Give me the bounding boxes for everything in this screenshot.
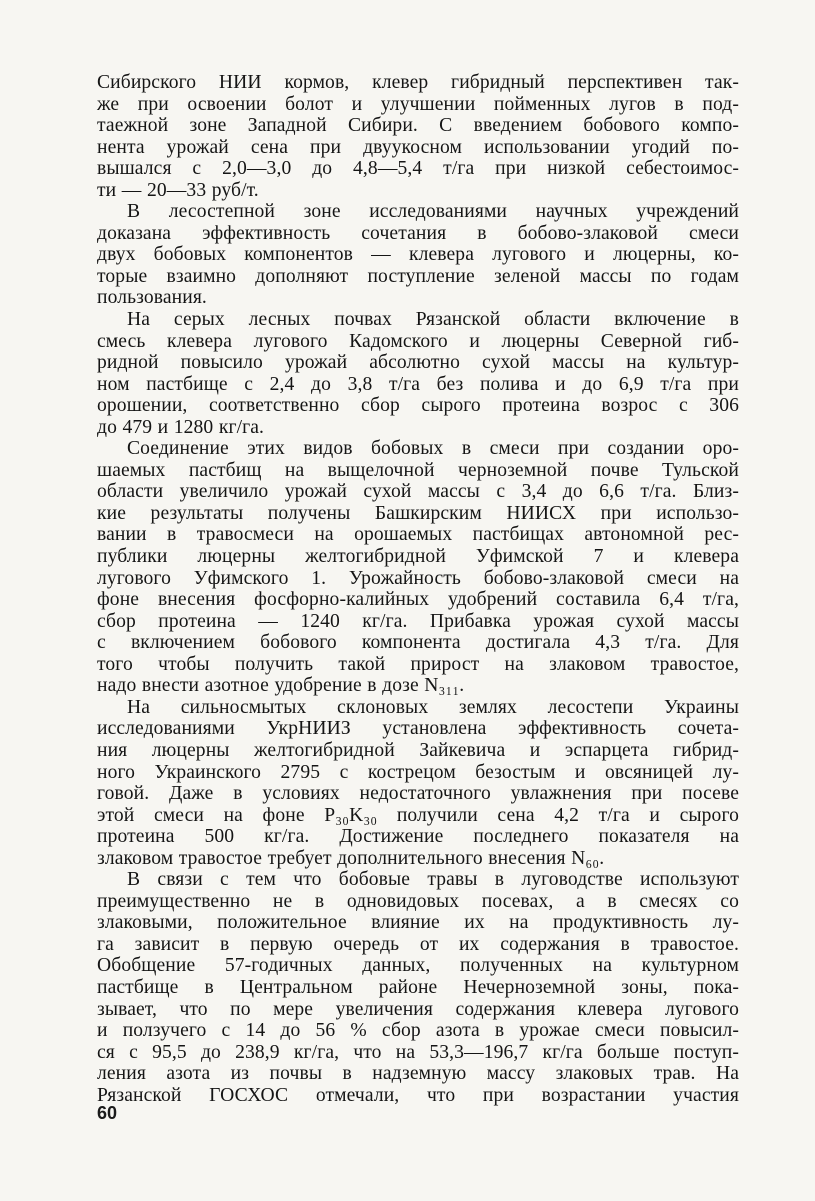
text-line: ном пастбище с 2,4 до 3,8 т/га без полива и до 6,9 т/га при bbox=[97, 373, 739, 395]
text-line: В лесостепной зоне исследованиями научных учреждений bbox=[127, 201, 739, 223]
text-line: преимущественно не в одновидовых посевах, а в смесях со bbox=[97, 890, 739, 912]
paragraph-4 bbox=[97, 438, 739, 697]
text-line: ридной повысило урожай абсолютно сухой массы на культур- bbox=[97, 352, 739, 374]
paragraph-6 bbox=[97, 869, 739, 1106]
text-line: Соединение этих видов бобовых в смеси при создании оро- bbox=[127, 438, 739, 460]
text-line: га зависит в первую очередь от их содержания в травостое. bbox=[97, 933, 739, 955]
paragraph-1 bbox=[97, 72, 739, 201]
text-line: до 479 и 1280 кг/га. bbox=[97, 416, 265, 438]
page-body bbox=[97, 72, 739, 1106]
text-line: ся с 95,5 до 238,9 кг/га, что на 53,3—196,7 кг/га больше поступ- bbox=[97, 1041, 739, 1063]
text-line: пастбище в Центральном районе Нечерноземной зоны, пока- bbox=[97, 976, 739, 998]
text-line: лугового Уфимского 1. Урожайность бобово-злаковой смеси на bbox=[97, 567, 739, 589]
text-line: Рязанской ГОСХОС отмечали, что при возрастании участия bbox=[97, 1084, 739, 1106]
text-line: Обобщение 57-годичных данных, полученных на культурном bbox=[97, 955, 739, 977]
text-line: же при освоении болот и улучшении пойменных лугов в под- bbox=[97, 93, 739, 115]
text-line: ления азота из почвы в надземную массу злаковых трав. На bbox=[97, 1063, 739, 1085]
text-line: ния люцерны желтогибридной Зайкевича и эспарцета гибрид- bbox=[97, 739, 739, 761]
text-line: вышался с 2,0—3,0 до 4,8—5,4 т/га при низкой себестоимос- bbox=[97, 158, 739, 180]
text-line: шаемых пастбищ на выщелочной черноземной почве Тульской bbox=[97, 459, 739, 481]
paragraph-5 bbox=[97, 697, 739, 869]
text-line: публики люцерны желтогибридной Уфимской 7 и клевера bbox=[97, 546, 739, 568]
text-line: вании в травосмеси на орошаемых пастбищах автономной рес- bbox=[97, 524, 739, 546]
text-line: того чтобы получить такой прирост на злаковом травостое, bbox=[97, 653, 739, 675]
text-line: На серых лесных почвах Рязанской области включение в bbox=[127, 309, 739, 331]
text-line: смесь клевера лугового Кадомского и люцерны Северной гиб- bbox=[97, 330, 739, 352]
text-line: злаковыми, положительное влияние их на продуктивность лу- bbox=[97, 912, 739, 934]
text-line: области увеличило урожай сухой массы с 3,4 до 6,6 т/га. Близ- bbox=[97, 481, 739, 503]
text-line: зывает, что по мере увеличения содержания клевера лугового bbox=[97, 998, 739, 1020]
text-line: Сибирского НИИ кормов, клевер гибридный перспективен так- bbox=[97, 72, 739, 93]
text-line: таежной зоне Западной Сибири. С введением бобового компо- bbox=[97, 115, 739, 137]
text-line: На сильносмытых склоновых землях лесостепи Украины bbox=[127, 696, 739, 718]
text-line: исследованиями УкрНИИЗ установлена эффективность сочета- bbox=[97, 718, 739, 740]
text-line: злаковом травостое требует дополнительного внесения N₆₀. bbox=[97, 847, 605, 869]
text-line: нента урожай сена при двуукосном использовании угодий по- bbox=[97, 136, 739, 158]
text-line: протеина 500 кг/га. Достижение последнего показателя на bbox=[97, 826, 739, 848]
paragraph-2 bbox=[97, 201, 739, 309]
text-line: этой смеси на фоне P₃₀K₃₀ получили сена 4,2 т/га и сырого bbox=[97, 804, 739, 826]
text-line: ного Украинского 2795 с кострецом безостым и овсяницей лу- bbox=[97, 761, 739, 783]
text-line: доказана эффективность сочетания в бобово-злаковой смеси bbox=[97, 222, 739, 244]
text-line: двух бобовых компонентов — клевера лугового и люцерны, ко- bbox=[97, 244, 739, 266]
text-line: сбор протеина — 1240 кг/га. Прибавка урожая сухой массы bbox=[97, 610, 739, 632]
text-line: орошении, соответственно сбор сырого протеина возрос с 306 bbox=[97, 395, 739, 417]
text-line: кие результаты получены Башкирским НИИСХ при использо- bbox=[97, 502, 739, 524]
text-line: В связи с тем что бобовые травы в луговодстве используют bbox=[127, 869, 739, 891]
text-line: и ползучего с 14 до 56 % сбор азота в урожае смеси повысил- bbox=[97, 1020, 739, 1042]
text-line: торые взаимно дополняют поступление зеленой массы по годам bbox=[97, 265, 739, 287]
text-line: говой. Даже в условиях недостаточного увлажнения при посеве bbox=[97, 783, 739, 805]
text-line: с включением бобового компонента достигала 4,3 т/га. Для bbox=[97, 632, 739, 654]
page-number: 60 bbox=[97, 1103, 118, 1123]
text-line: ти — 20—33 руб/т. bbox=[97, 179, 259, 201]
text-line: надо внести азотное удобрение в дозе N₃₁₁. bbox=[97, 675, 465, 697]
text-line: фоне внесения фосфорно-калийных удобрений составила 6,4 т/га, bbox=[97, 589, 739, 611]
text-line: пользования. bbox=[97, 287, 207, 309]
paragraph-3 bbox=[97, 309, 739, 438]
